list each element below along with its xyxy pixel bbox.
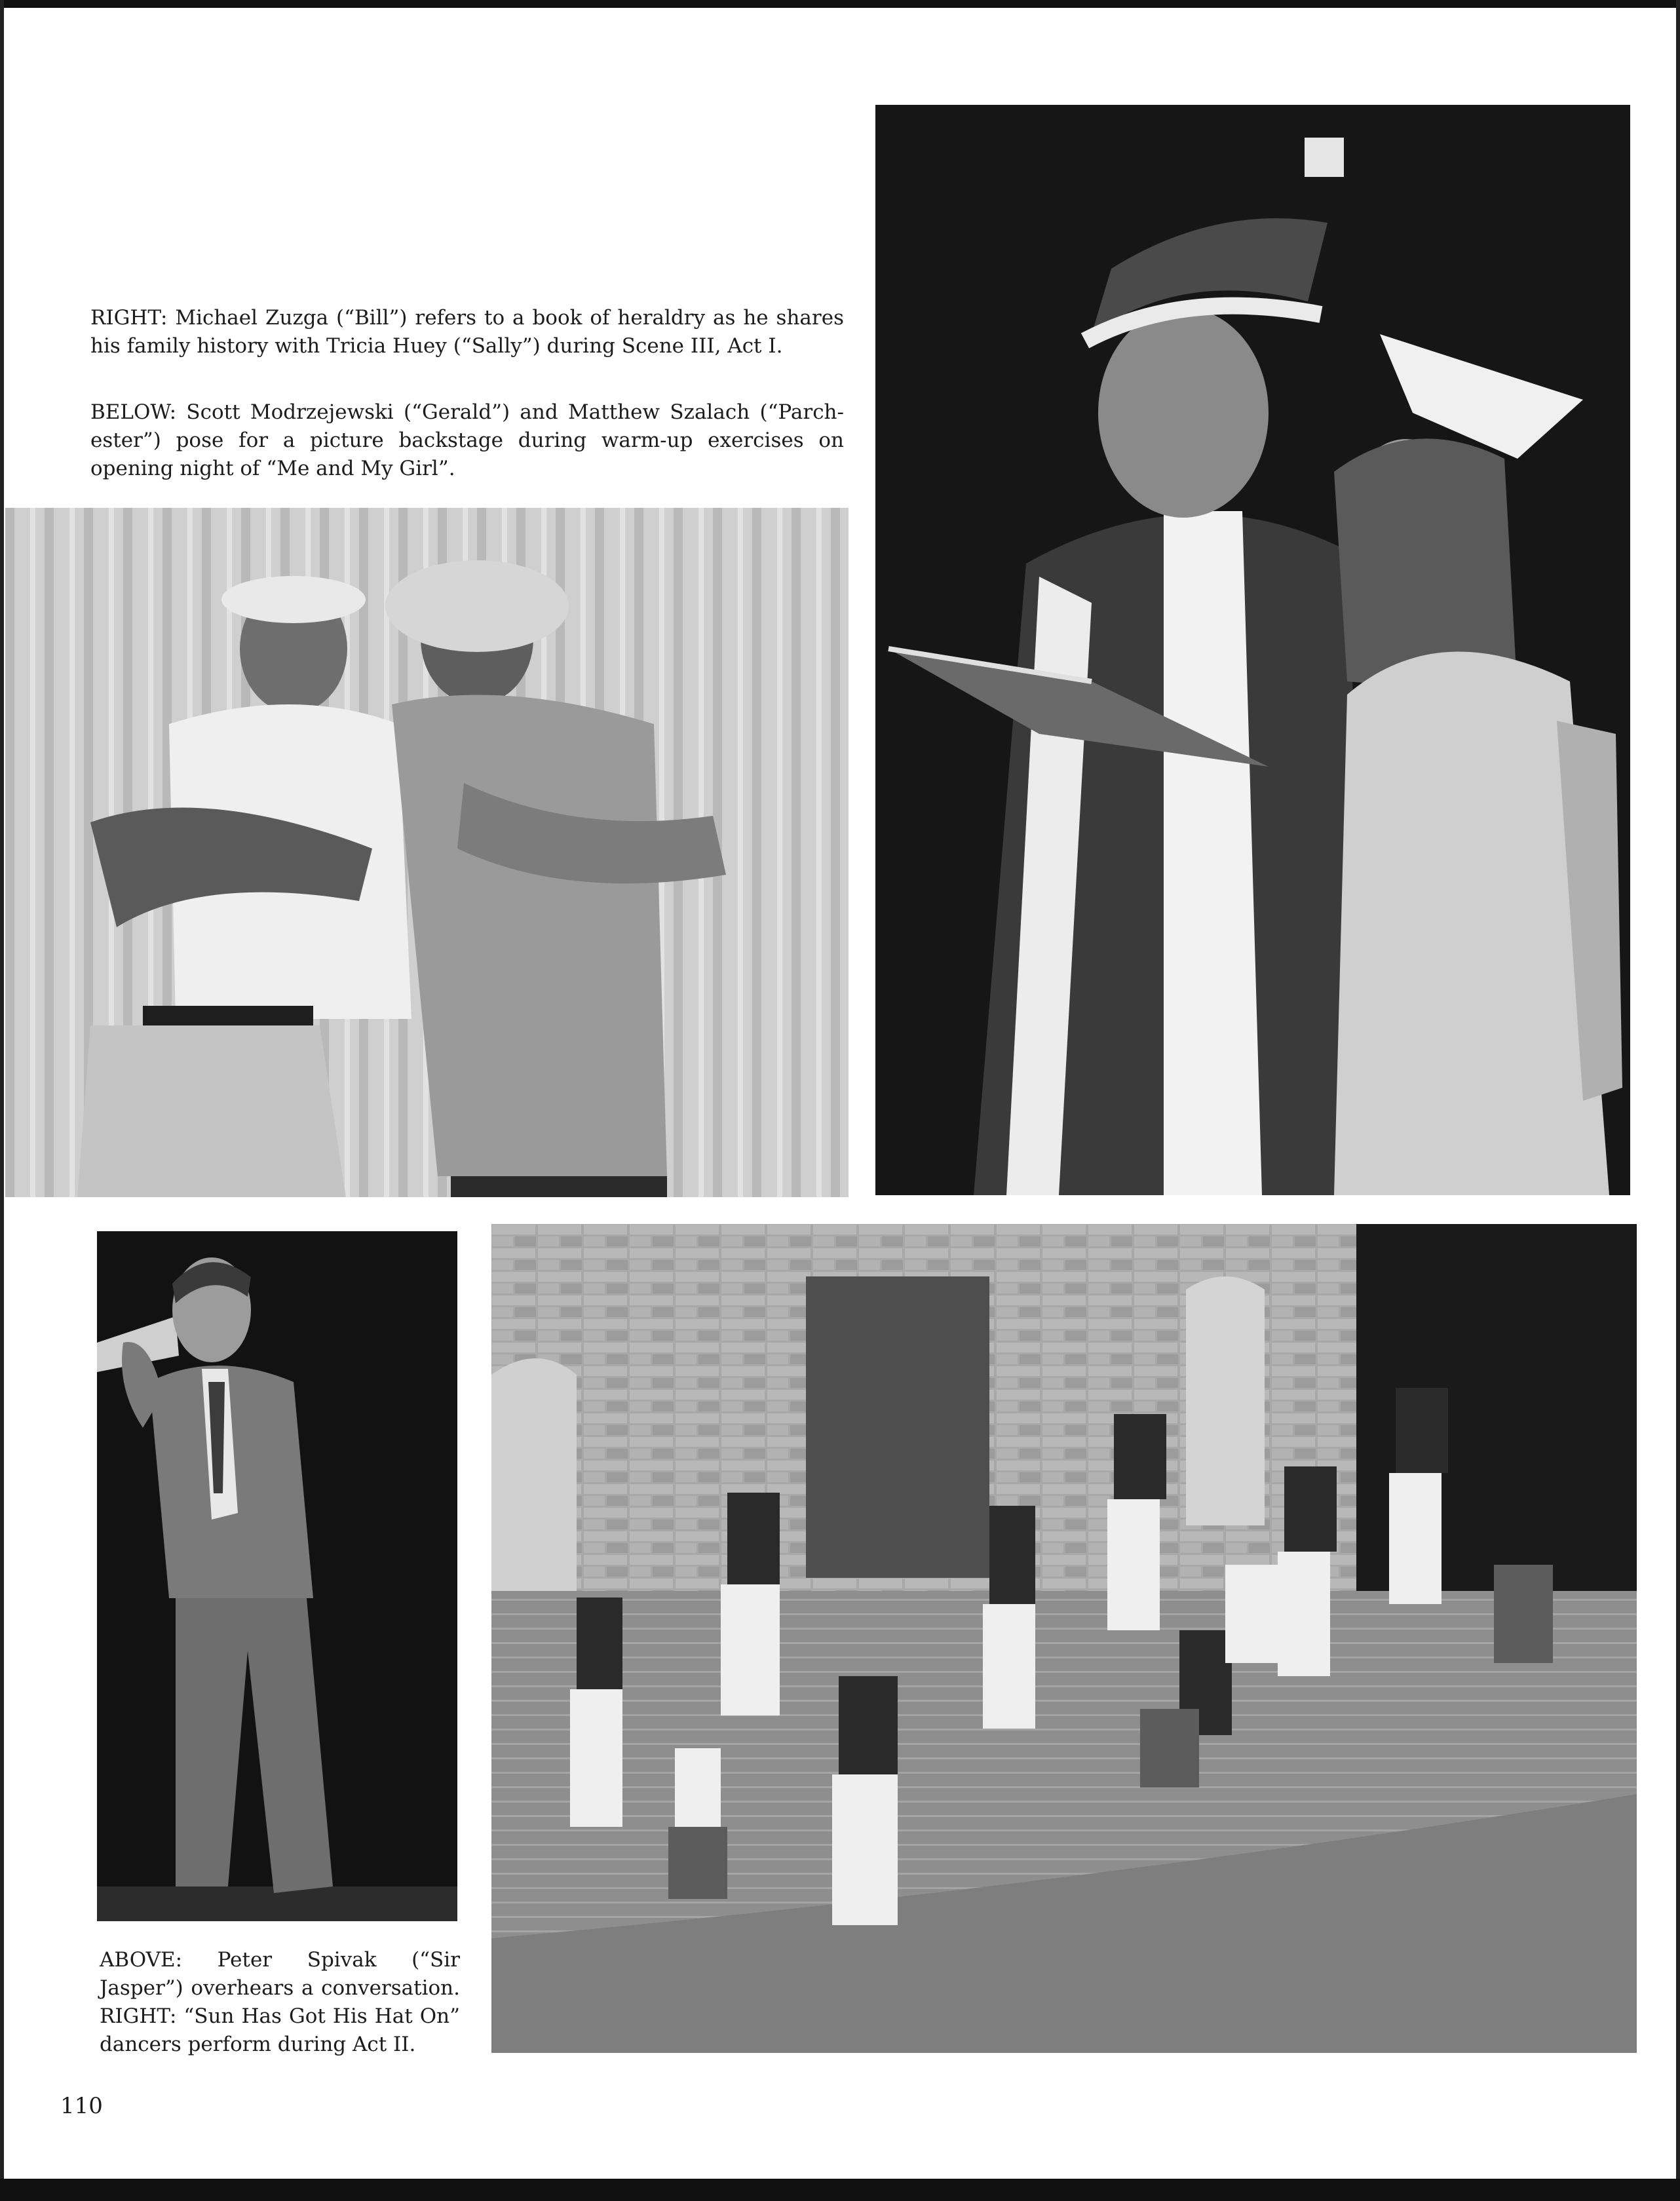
- photo-sun-has-got-his-hat-on-dancers: [491, 1224, 1637, 2053]
- scan-edge-right: [1676, 0, 1680, 2201]
- photo-sir-jasper: [97, 1231, 457, 1921]
- caption-sir-jasper-text: ABOVE: Peter Spivak (“Sir Jasper”) overhears a conversation.: [100, 1948, 460, 2000]
- caption-sir-jasper-dancers: [100, 1946, 460, 2059]
- photo-gerald-parchester: [5, 508, 849, 1197]
- caption-backstage: [90, 398, 844, 483]
- caption-dancers-text: RIGHT: “Sun Has Got His Hat On” dancers perform during Act II.: [100, 2004, 460, 2056]
- caption-heraldry: [90, 304, 844, 360]
- caption-heraldry-text: RIGHT: Michael Zuzga (“Bill”) refers to a book of heraldry as he shares his family history with Tricia Huey (“Sally”) during Scene III, Act I.: [90, 306, 844, 358]
- scan-edge-top: [0, 0, 1680, 8]
- scan-edge-left: [0, 0, 4, 2201]
- photo-bill-sally-heraldry: [875, 105, 1630, 1195]
- scan-edge-bottom: [0, 2179, 1680, 2201]
- page-number: 110: [60, 2093, 103, 2119]
- caption-backstage-text: BELOW: Scott Modrzejewski (“Gerald”) and Matthew Szalach (“Parch-ester”) pose for a picture backstage during warm-up exercises on opening night of “Me and My Girl”.: [90, 400, 844, 480]
